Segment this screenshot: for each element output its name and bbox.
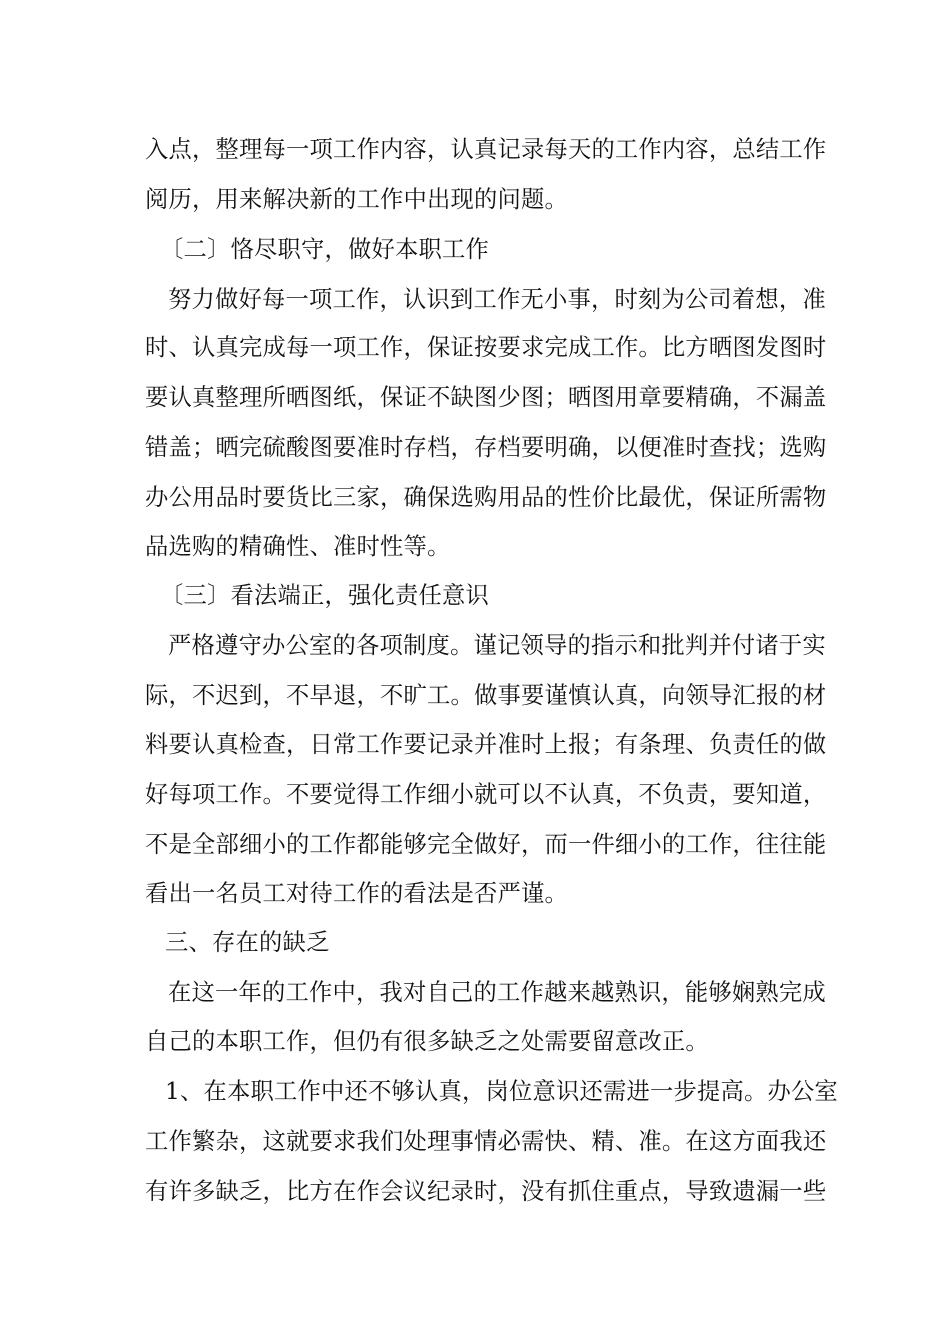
text-line: 时、认真完成每一项工作，保证按要求完成工作。比方晒图发图时 [145,334,827,361]
text-line: 错盖；晒完硫酸图要准时存档，存档要明确，以便准时查找；选购 [145,434,827,461]
section-heading: 〔二〕恪尽职守，做好本职工作 [160,236,489,263]
text-line: 努力做好每一项工作，认识到工作无小事，时刻为公司着想，准 [168,286,826,313]
text-line: 要认真整理所晒图纸，保证不缺图少图；晒图用章要精确，不漏盖 [145,384,827,411]
text-line: 阅历，用来解决新的工作中出现的问题。 [145,186,568,213]
section-heading: 三、存在的缺乏 [165,929,330,956]
text-line: 际，不迟到，不早退，不旷工。做事要谨慎认真，向领导汇报的材 [145,682,827,709]
text-line: 有许多缺乏，比方在作会议纪录时，没有抓住重点，导致遗漏一些 [145,1178,827,1205]
text-line: 不是全部细小的工作都能够完全做好，而一件细小的工作，往往能 [145,831,827,858]
text-line: 好每项工作。不要觉得工作细小就可以不认真，不负责，要知道， [145,781,827,808]
text-line: 在这一年的工作中，我对自己的工作越来越熟识，能够娴熟完成 [168,979,826,1006]
text-line: 品选购的精确性、准时性等。 [145,533,451,560]
text-line: 严格遵守办公室的各项制度。谨记领导的指示和批判并付诸于实 [168,632,826,659]
text-line: 看出一名员工对待工作的看法是否严谨。 [145,880,568,907]
text-line: 1、在本职工作中还不够认真，岗位意识还需进一步提高。办公室 [165,1078,838,1105]
text-line: 工作繁杂，这就要求我们处理事情必需快、精、准。在这方面我还 [145,1128,827,1155]
text-line: 办公用品时要货比三家，确保选购用品的性价比最优，保证所需物 [145,484,827,511]
text-line: 入点，整理每一项工作内容，认真记录每天的工作内容，总结工作 [145,136,827,163]
section-heading: 〔三〕看法端正，强化责任意识 [160,582,489,609]
text-line: 料要认真检查，日常工作要记录并准时上报；有条理、负责任的做 [145,731,827,758]
text-line: 自己的本职工作，但仍有很多缺乏之处需要留意改正。 [145,1028,709,1055]
